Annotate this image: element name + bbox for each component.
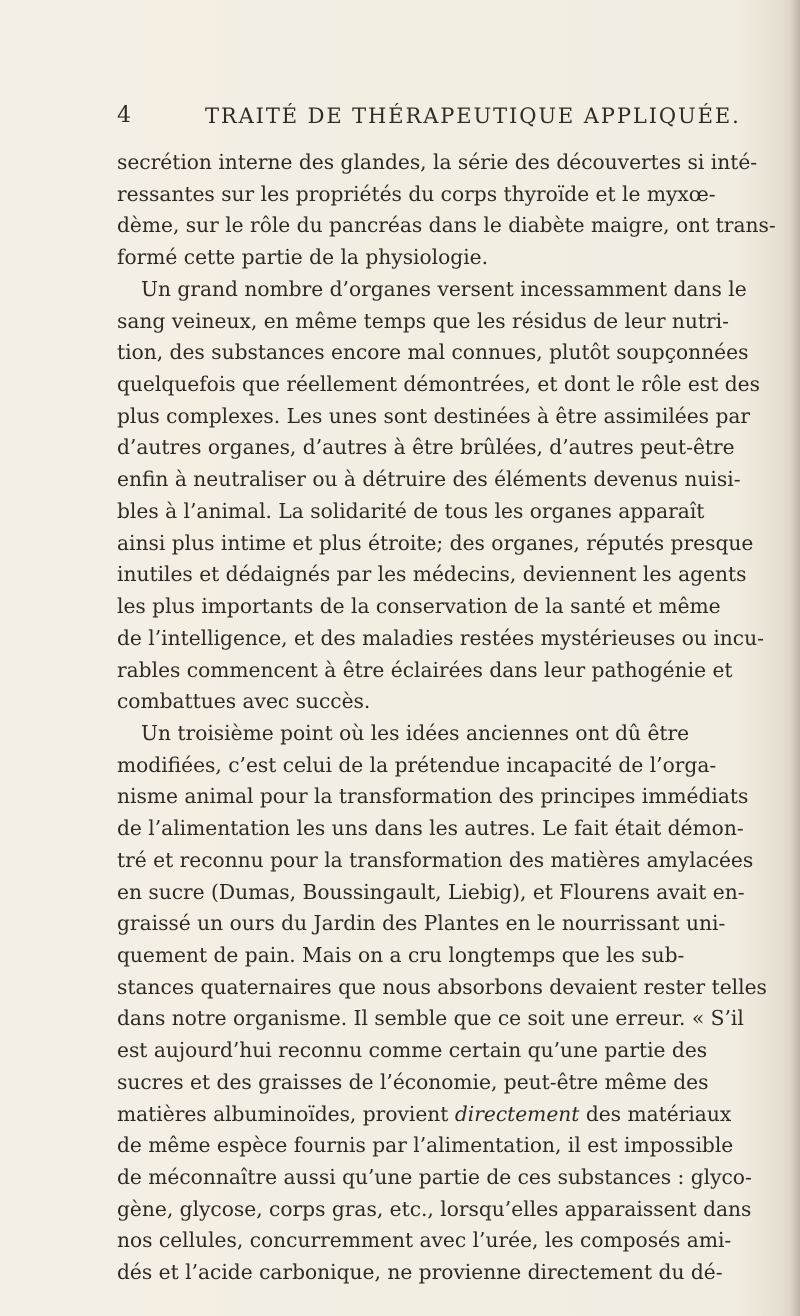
text-line-30: sucres et des graisses de l’économie, peut-être même des [117,1069,709,1094]
text-line-31-after: des matériaux [585,1101,732,1126]
text-line-17: rables commencent à être éclairées dans leur pathogénie et [117,657,733,682]
text-line-6: sang veineux, en même temps que les résidus de leur nutri- [117,308,729,333]
text-line-24: en sucre (Dumas, Boussingault, Liebig), et Flourens avait en- [117,879,745,904]
text-line-33: de méconnaître aussi qu’une partie de ces substances : glyco- [117,1165,752,1189]
text-line-18: combattues avec succès. [117,689,371,714]
text-line-7: tion, des substances encore mal connues, plutôt soupçonnées [117,340,749,365]
text-line-8: quelquefois que réellement démontrées, et dont le rôle est des [117,372,760,397]
text-line-26: quement de pain. Mais on a cru longtemps que les sub- [117,942,685,967]
text-line-29: est aujourd’hui reconnu comme certain qu’une partie des [117,1038,708,1063]
text-line-12: bles à l’animal. La solidarité de tous les organes apparaît [117,498,705,523]
text-line-36: dés et l’acide carbonique, ne provienne directement du dé- [117,1260,723,1285]
text-line-2: ressantes sur les propriétés du corps thyroïde et le myxœ- [117,181,716,206]
page-header [117,100,741,132]
text-line-20: modifiées, c’est celui de la prétendue incapacité de l’orga- [117,752,717,777]
text-line-34: gène, glycose, corps gras, etc., lorsqu’elles apparaissent dans [117,1196,752,1221]
text-line-5: Un grand nombre d’organes versent incessamment dans le [141,276,747,301]
text-line-21: nisme animal pour la transformation des principes immédiats [117,784,749,809]
text-line-10: d’autres organes, d’autres à être brûlées, d’autres peut-être [117,435,735,460]
text-line-28: dans notre organisme. Il semble que ce soit une erreur. « S’il [117,1006,744,1031]
text-line-31 [117,1099,732,1131]
text-line-25: graissé un ours du Jardin des Plantes en le nourrissant uni- [117,911,726,936]
text-line-4: formé cette partie de la physiologie. [117,245,489,270]
text-line-1: secrétion interne des glandes, la série des découvertes si inté- [117,150,758,174]
text-line-3: dème, sur le rôle du pancréas dans le diabète maigre, ont trans- [117,213,776,238]
text-line-23: tré et reconnu pour la transformation des matières amylacées [117,847,754,872]
body-text [117,147,776,1289]
page-edge-shadow [790,0,800,1316]
text-line-31-before: matières albuminoïdes, provient [117,1101,449,1126]
text-line-35: nos cellules, concurremment avec l’urée, les composés ami- [117,1228,732,1253]
text-line-22: de l’alimentation les uns dans les autres. Le fait était démon- [117,816,744,841]
text-line-32: de même espèce fournis par l’alimentation, il est impossible [117,1133,734,1158]
text-line-27: stances quaternaires que nous absorbons devaient rester telles [117,974,767,999]
text-line-9: plus complexes. Les unes sont destinées à être assimilées par [117,403,751,428]
text-line-16: de l’intelligence, et des maladies restées mystérieuses ou incu- [117,625,764,650]
text-line-13: ainsi plus intime et plus étroite; des organes, réputés presque [117,530,754,555]
text-line-14: inutiles et dédaignés par les médecins, deviennent les agents [117,562,747,587]
text-line-19: Un troisième point où les idées anciennes ont dû être [141,720,690,745]
text-line-11: enfin à neutraliser ou à détruire des éléments devenus nuisi- [117,467,741,492]
emphasized-word: directement [454,1101,580,1126]
running-title: TRAITÉ DE THÉRAPEUTIQUE APPLIQUÉE. [205,104,741,128]
page-number: 4 [117,103,131,128]
text-line-15: les plus importants de la conservation de la santé et même [117,594,721,619]
